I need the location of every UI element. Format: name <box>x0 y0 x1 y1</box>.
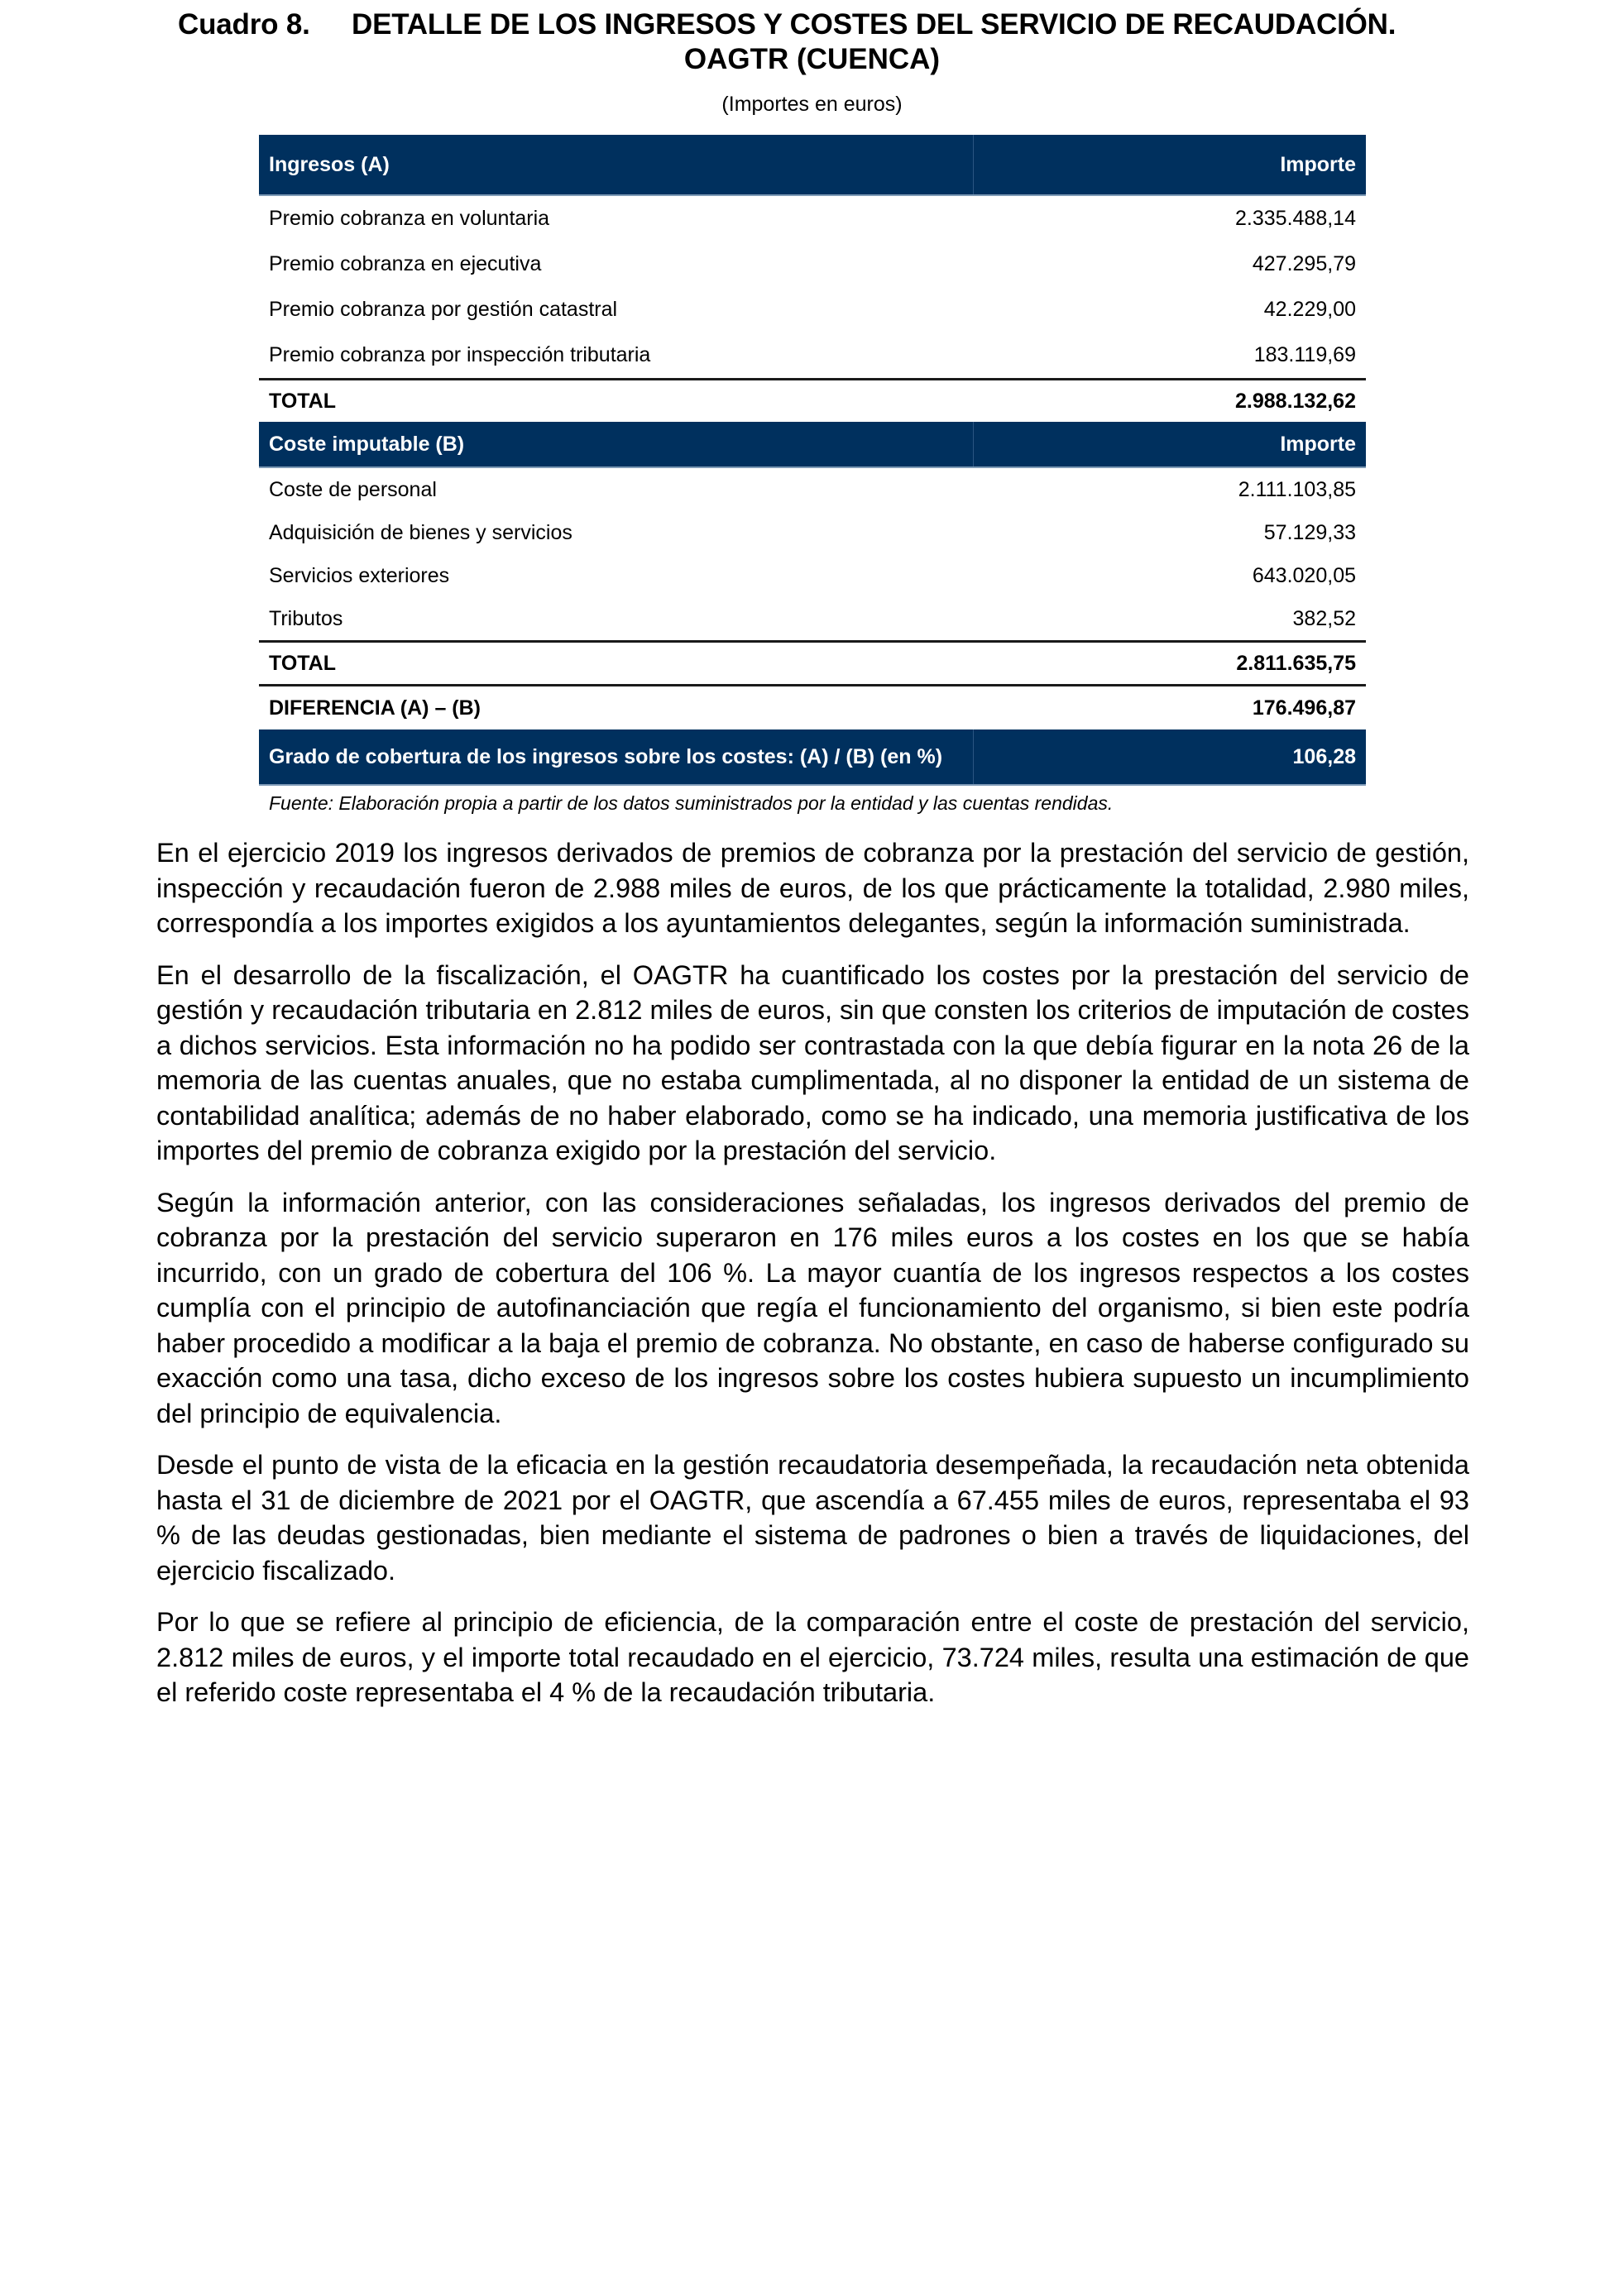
table-row <box>259 511 1366 554</box>
row-amount: 176.496,87 <box>1252 696 1356 720</box>
row-amount: 427.295,79 <box>1252 252 1356 275</box>
cost-header-amount: Importe <box>1280 432 1356 456</box>
cost-header-label: Coste imputable (B) <box>259 422 974 466</box>
cost-total-row <box>259 640 1366 684</box>
paragraph: Según la información anterior, con las consideraciones señaladas, los ingresos derivados del premio de cobranza por la prestación del servicio superaron en 176 miles euros a los costes en los que se había incurrido, con un grado de cobertura del 106 %. La mayor cuantía de los ingresos respectos a los costes cumplía con el principio de autofinanciación que regía el funcionamiento del organismo, si bien este podría haber procedido a modificar a la baja el premio de cobranza. No obstante, en caso de haberse configurado su exacción como una tasa, dicho exceso de los ingresos sobre los costes hubiera supuesto un incumplimiento del principio de equivalencia. <box>156 1187 1469 1428</box>
paragraph: Desde el punto de vista de la eficacia en la gestión recaudatoria desempeñada, la recaudación neta obtenida hasta el 31 de diciembre de 2021 por el OAGTR, que ascendía a 67.455 miles de euros, representaba el 93 % de las deudas gestionadas, bien mediante el sistema de padrones o bien a través de liquidaciones, del ejercicio fiscalizado. <box>156 1450 1469 1586</box>
paragraph: En el ejercicio 2019 los ingresos derivados de premios de cobranza por la prestación del servicio de gestión, inspección y recaudación fueron de 2.988 miles de euros, de los que prácticamente la totalidad, 2.980 miles, correspondía a los importes exigidos a los ayuntamientos delegantes, según la información suministrada. <box>156 838 1469 938</box>
table-row <box>259 196 1366 242</box>
row-amount: 42.229,00 <box>1263 298 1356 321</box>
row-label: Premio cobranza por gestión catastral <box>269 298 618 321</box>
caption-label: Cuadro 8. <box>178 8 310 41</box>
table-row <box>259 287 1366 332</box>
paragraph: Por lo que se refiere al principio de eficiencia, de la comparación entre el coste de prestación del servicio, 2.812 miles de euros, y el importe total recaudado en el ejercicio, 73.724 miles, resulta una estimación de que el referido coste representaba el 4 % de la recaudación tributaria. <box>156 1607 1469 1707</box>
table-row <box>259 332 1366 378</box>
row-amount: 57.129,33 <box>1263 520 1356 544</box>
income-header-amount: Importe <box>1280 152 1356 176</box>
caption-line-2: OAGTR (CUENCA) <box>683 43 941 75</box>
income-total-row <box>259 378 1366 422</box>
row-label: Coste de personal <box>269 477 437 501</box>
cost-header-row <box>259 422 1366 468</box>
row-label: Grado de cobertura de los ingresos sobre los costes: (A) / (B) (en %) <box>259 729 974 784</box>
table-row <box>259 597 1366 640</box>
row-amount: 382,52 <box>1292 606 1356 630</box>
row-label: DIFERENCIA (A) – (B) <box>269 696 481 720</box>
row-label: Premio cobranza por inspección tributaria <box>269 343 651 366</box>
table-source-note: Fuente: Elaboración propia a partir de los datos suministrados por la entidad y las cuentas rendidas. <box>269 792 1114 814</box>
paragraph: En el desarrollo de la fiscalización, el OAGTR ha cuantificado los costes por la prestación del servicio de gestión y recaudación tributaria en 2.812 miles de euros, sin que consten los criterios de imputación de costes a dichos servicios. Esta información no ha podido ser contrastada con la que debía figurar en la nota 26 de la memoria de las cuentas anuales, que no estaba cumplimentada, al no disponer la entidad de un sistema de contabilidad analítica; además de no haber elaborado, como se ha indicado, una memoria justificativa de los importes del premio de cobranza exigido por la prestación del servicio. <box>156 959 1469 1165</box>
row-amount: 2.111.103,85 <box>1238 477 1356 501</box>
body-text <box>156 835 1469 1727</box>
row-amount: 2.335.488,14 <box>1235 207 1356 230</box>
row-amount: 2.988.132,62 <box>1235 389 1356 413</box>
caption-line-1 <box>178 8 1396 41</box>
income-header-row <box>259 135 1366 196</box>
row-amount: 106,28 <box>1292 744 1356 768</box>
table-row <box>259 554 1366 597</box>
row-label: Premio cobranza en voluntaria <box>269 207 550 230</box>
table-row <box>259 242 1366 287</box>
row-label: TOTAL <box>269 651 337 675</box>
row-amount: 183.119,69 <box>1253 343 1356 366</box>
row-label: Servicios exteriores <box>269 563 450 587</box>
row-label: TOTAL <box>269 389 337 413</box>
row-label: Adquisición de bienes y servicios <box>269 520 572 544</box>
income-header-label: Ingresos (A) <box>259 135 974 194</box>
difference-row <box>259 684 1366 729</box>
coverage-row <box>259 729 1366 786</box>
row-amount: 643.020,05 <box>1252 563 1356 587</box>
row-label: Tributos <box>269 606 343 630</box>
row-amount: 2.811.635,75 <box>1236 651 1356 675</box>
caption-title: DETALLE DE LOS INGRESOS Y COSTES DEL SERVICIO DE RECAUDACIÓN. <box>352 8 1396 41</box>
income-cost-table <box>259 135 1366 786</box>
table-row <box>259 468 1366 511</box>
row-label: Premio cobranza en ejecutiva <box>269 252 542 275</box>
caption-units: (Importes en euros) <box>721 93 903 116</box>
